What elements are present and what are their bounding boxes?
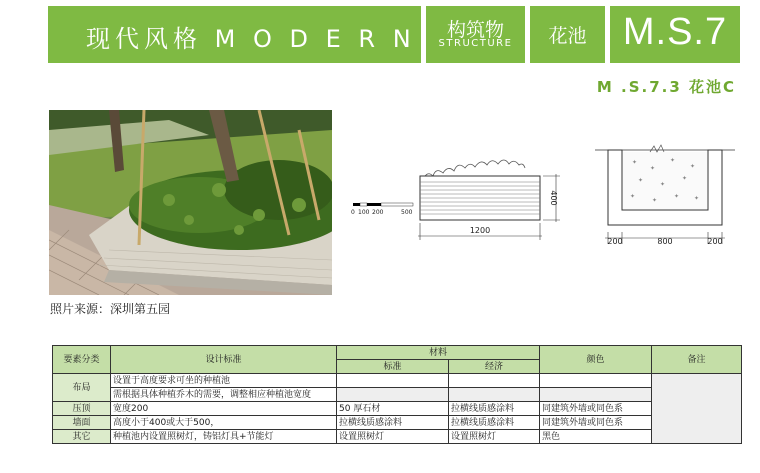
table-row (53, 416, 742, 430)
row-material-standard: 拉横线质感涂料 (337, 416, 449, 430)
row-standard: 种植池内设置照树灯，铸铝灯具+节能灯 (111, 430, 337, 444)
svg-text:✦: ✦ (674, 193, 680, 200)
table-row (53, 388, 742, 402)
svg-text:✦: ✦ (660, 181, 666, 188)
scale-label-200: 200 (372, 209, 384, 216)
header-notes: 备注 (652, 346, 742, 374)
row-color: 黑色 (540, 430, 652, 444)
svg-text:✦: ✦ (632, 159, 638, 166)
row-color (540, 388, 652, 402)
scale-label-100: 100 (358, 209, 370, 216)
header-material-standard: 标准 (337, 360, 449, 374)
photo-caption: 照片来源：深圳第五园 (50, 302, 171, 316)
scale-bar (351, 203, 413, 216)
svg-text:✦: ✦ (690, 163, 696, 170)
section-dim-left: 200 (607, 237, 623, 246)
svg-text:✦: ✦ (694, 195, 700, 202)
category-cn: 构筑物 (446, 19, 504, 41)
row-material-economy: 拉横线质感涂料 (449, 402, 540, 416)
row-standard: 需根据具体种植乔木的需要，调整相应种植池宽度 (111, 388, 337, 402)
table-row (53, 430, 742, 444)
header-title-block (48, 6, 421, 63)
plant-symbol (650, 145, 664, 152)
header-category: 要素分类 (53, 346, 111, 374)
row-standard: 设置于高度要求可坐的种植池 (111, 374, 337, 388)
subsection-code: M .S.7.3 花池C (596, 78, 736, 96)
section-code: M.S.7 (622, 11, 728, 53)
row-material-standard: 设置照树灯 (337, 430, 449, 444)
section-dim-right: 200 (707, 237, 723, 246)
header-material: 材料 (337, 346, 540, 360)
row-notes (652, 374, 742, 444)
row-color: 同建筑外墙或同色系 (540, 416, 652, 430)
height-dimension-label: 400 (549, 190, 558, 206)
row-material-economy: 拉横线质感涂料 (449, 416, 540, 430)
table-row (53, 402, 742, 416)
svg-text:✦: ✦ (682, 175, 688, 182)
row-category: 布局 (53, 374, 111, 402)
row-category: 其它 (53, 430, 111, 444)
svg-text:✦: ✦ (670, 157, 676, 164)
row-category: 墙面 (53, 416, 111, 430)
scale-label-500: 500 (401, 209, 413, 216)
elevation-drawing (345, 140, 570, 250)
row-color: 同建筑外墙或同色系 (540, 402, 652, 416)
row-material-economy (449, 374, 540, 388)
svg-text:✦: ✦ (650, 165, 656, 172)
row-category: 压顶 (53, 402, 111, 416)
row-color (540, 374, 652, 388)
section-drawing (590, 140, 740, 252)
table-row (53, 374, 742, 388)
svg-text:✦: ✦ (638, 177, 644, 184)
subcategory-label: 花池 (548, 25, 587, 47)
row-material-standard: 50 厚石材 (337, 402, 449, 416)
header-code-block (610, 6, 740, 63)
header-material-economy: 经济 (449, 360, 540, 374)
width-dimension-label: 1200 (469, 226, 491, 235)
row-standard: 宽度200 (111, 402, 337, 416)
spec-table (52, 345, 742, 444)
row-standard: 高度小于400或大于500， (111, 416, 337, 430)
page-title: 现代风格 M O D E R N (86, 25, 416, 53)
row-material-standard (337, 388, 449, 402)
row-material-economy: 设置照树灯 (449, 430, 540, 444)
header-subcategory-block (530, 6, 605, 63)
header-category-block (426, 6, 525, 63)
row-material-standard (337, 374, 449, 388)
planter-photo-illustration (49, 110, 332, 295)
category-en: STRUCTURE (438, 38, 513, 49)
svg-text:✦: ✦ (652, 197, 658, 204)
svg-text:✦: ✦ (630, 193, 636, 200)
header-color: 颜色 (540, 346, 652, 374)
scale-label-0: 0 (351, 209, 355, 216)
header-standard: 设计标准 (111, 346, 337, 374)
planter-photo (49, 110, 332, 295)
row-material-economy (449, 388, 540, 402)
section-dim-center: 800 (657, 237, 673, 246)
